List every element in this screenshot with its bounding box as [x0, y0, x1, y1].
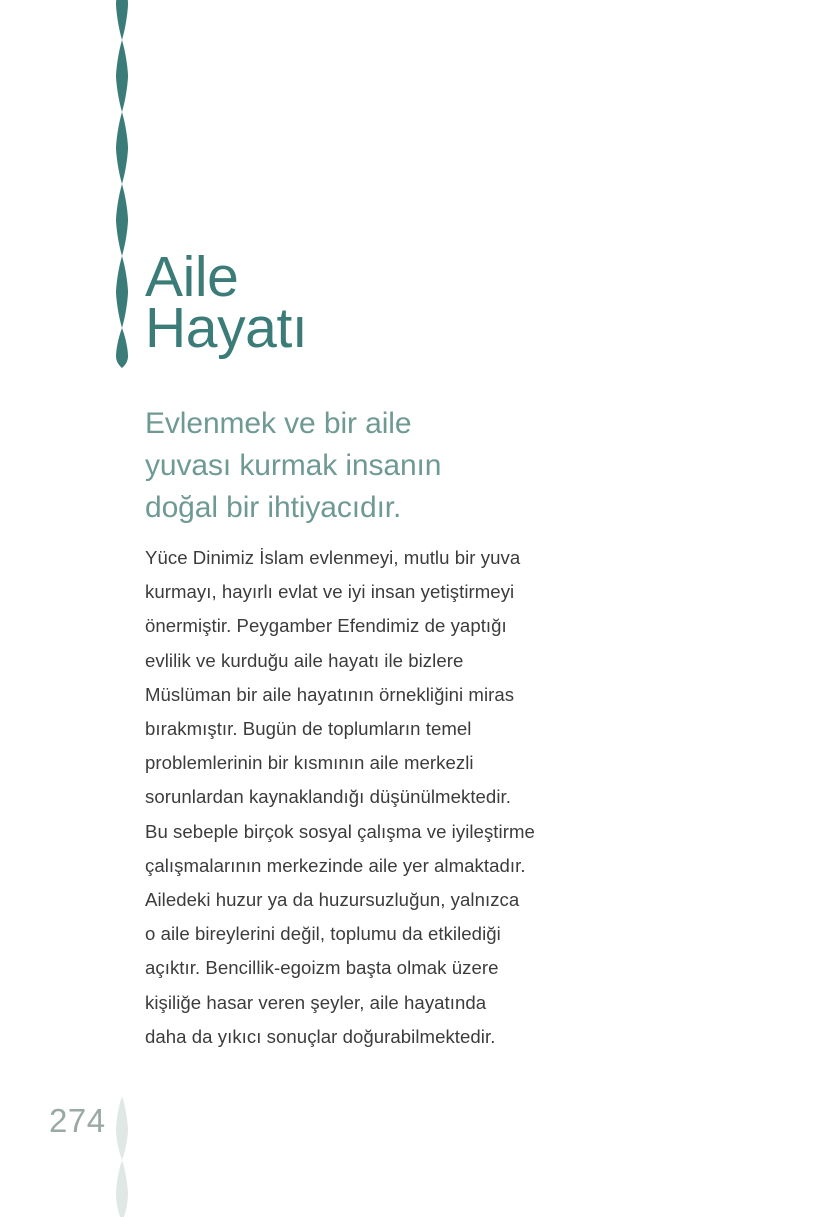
page-title — [145, 245, 705, 360]
body-line: önermiştir. Peygamber Efendimiz de yaptığı — [145, 615, 507, 637]
body-line: bırakmıştır. Bugün de toplumların temel — [145, 718, 472, 740]
page-subtitle-line-3: doğal bir ihtiyacıdır. — [145, 491, 402, 524]
body-line: sorunlardan kaynaklandığı düşünülmektedir. — [145, 786, 511, 808]
page-subtitle-line-2: yuvası kurmak insanın — [145, 449, 442, 482]
body-line: Yüce Dinimiz İslam evlenmeyi, mutlu bir yuva — [145, 547, 521, 568]
page-title-line-2: Hayatı — [145, 296, 308, 360]
leaf-chain-ornament-top — [114, 0, 130, 368]
body-paragraph — [145, 541, 537, 1054]
body-line: kurmayı, hayırlı evlat ve iyi insan yetiştirmeyi — [145, 581, 515, 603]
body-line: Ailedeki huzur ya da huzursuzluğun, yalnızca — [145, 889, 520, 911]
body-line: daha da yıkıcı sonuçlar doğurabilmektedir. — [145, 1025, 496, 1047]
body-line: Bu sebeple birçok sosyal çalışma ve iyileştirme — [145, 820, 535, 842]
page-title-line-1: Aile — [145, 245, 239, 309]
body-line: çalışmalarının merkezinde aile yer almaktadır. — [145, 854, 526, 876]
page-subtitle-line-1: Evlenmek ve bir aile — [145, 407, 412, 440]
page-number: 274 — [49, 1102, 106, 1139]
body-line: açıktır. Bencillik-egoizm başta olmak üzere — [145, 957, 499, 979]
body-line: Müslüman bir aile hayatının örnekliğini miras — [145, 683, 515, 705]
body-line: kişiliğe hasar veren şeyler, aile hayatında — [145, 991, 487, 1013]
body-line: problemlerinin bir kısmının aile merkezli — [145, 752, 474, 774]
body-line: evlilik ve kurduğu aile hayatı ile bizlere — [145, 649, 464, 671]
body-line: o aile bireylerini değil, toplumu da etkilediği — [145, 923, 501, 945]
page-subtitle — [145, 403, 545, 529]
